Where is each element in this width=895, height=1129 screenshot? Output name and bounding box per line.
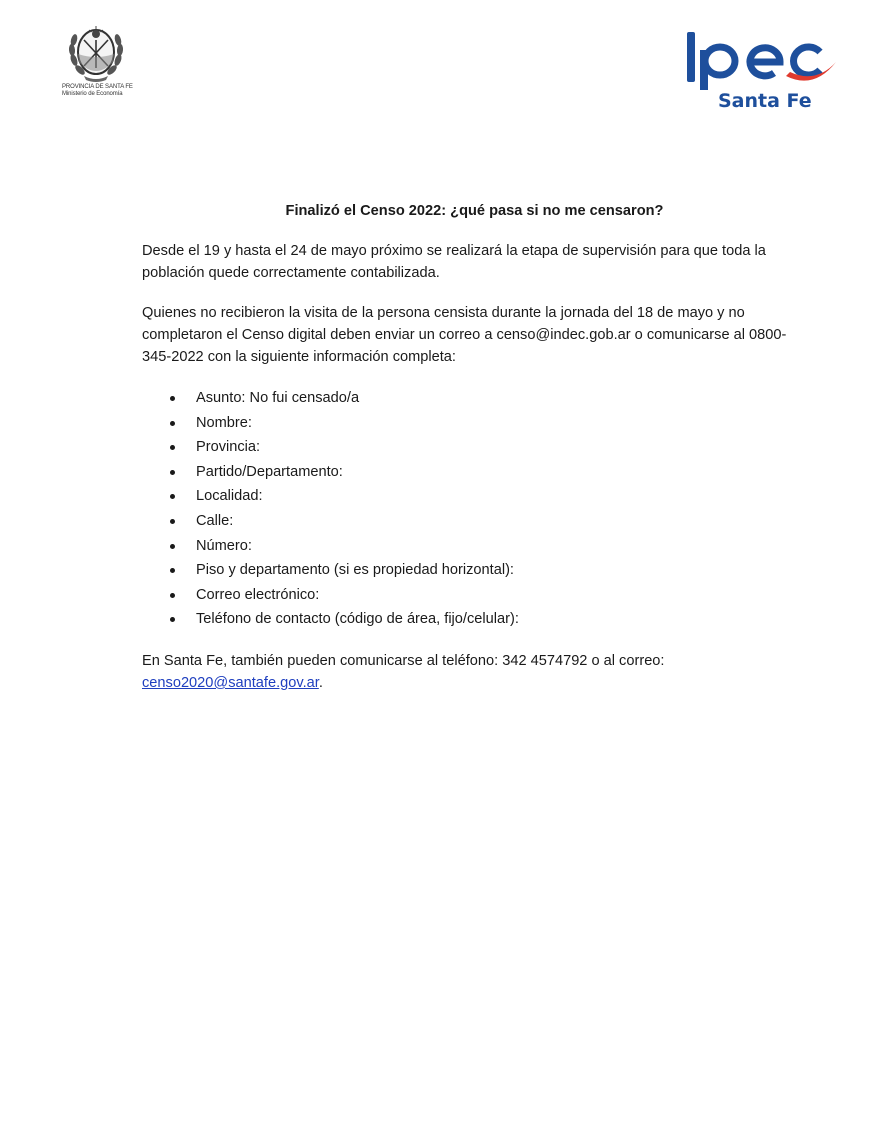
seal-caption-line2: Ministerio de Economía [62, 91, 123, 97]
list-item-text: Piso y departamento (si es propiedad horizontal): [196, 562, 514, 579]
list-item-text: Asunto: No fui censado/a [196, 390, 360, 406]
list-item [168, 558, 807, 583]
province-seal [58, 20, 134, 110]
ipec-logo-icon [684, 28, 844, 90]
ipec-logo [684, 28, 844, 118]
ipec-logo-subtitle: Santa Fe [718, 90, 812, 112]
bullet-icon [170, 568, 175, 573]
list-item-text: Provincia: [196, 439, 261, 456]
required-info-list [142, 386, 807, 632]
closing-text: En Santa Fe, también pueden comunicarse al teléfono: 342 4574792 o al correo: [142, 652, 665, 669]
paragraph-santa-fe-contact [142, 650, 807, 694]
list-item [168, 583, 807, 608]
santa-fe-email-link[interactable]: censo2020@santafe.gov.ar [142, 674, 319, 691]
list-item [168, 509, 807, 534]
bullet-icon [170, 421, 175, 426]
list-item-text: Número: [196, 537, 252, 554]
list-item [168, 534, 807, 559]
list-item [168, 411, 807, 436]
list-item [168, 460, 807, 485]
bullet-icon [170, 593, 175, 598]
closing-period: . [318, 674, 323, 691]
list-item-text: Partido/Departamento: [196, 463, 343, 480]
document-body [142, 200, 807, 712]
paragraph-supervision: Desde el 19 y hasta el 24 de mayo próximo se realizará la etapa de supervisión para que toda la población quede correctamente contabilizada. [142, 243, 766, 281]
bullet-icon [170, 544, 175, 549]
list-item [168, 484, 807, 509]
list-item-text: Localidad: [196, 488, 263, 505]
province-seal-icon [66, 20, 126, 84]
list-item-text: Calle: [196, 512, 234, 529]
paragraph-instructions: Quienes no recibieron la visita de la persona censista durante la jornada del 18 de mayo y no completaron el Censo digital deben enviar un correo a censo@indec.gob.ar o comunicarse al 0800-345-2022 con la siguiente información completa: [142, 305, 787, 365]
list-item-text: Teléfono de contacto (código de área, fijo/celular): [196, 611, 519, 628]
bullet-icon [170, 445, 175, 450]
list-item [168, 386, 807, 411]
bullet-icon [170, 519, 175, 524]
list-item-text: Nombre: [196, 414, 252, 431]
bullet-icon [170, 470, 175, 475]
seal-caption-line1: PROVINCIA DE SANTA FE [62, 84, 133, 90]
bullet-icon [170, 396, 175, 401]
list-item [168, 607, 807, 632]
list-item [168, 435, 807, 460]
bullet-icon [170, 494, 175, 499]
bullet-icon [170, 617, 175, 622]
list-item-text: Correo electrónico: [196, 586, 320, 603]
document-title: Finalizó el Censo 2022: ¿qué pasa si no me censaron? [285, 203, 664, 219]
